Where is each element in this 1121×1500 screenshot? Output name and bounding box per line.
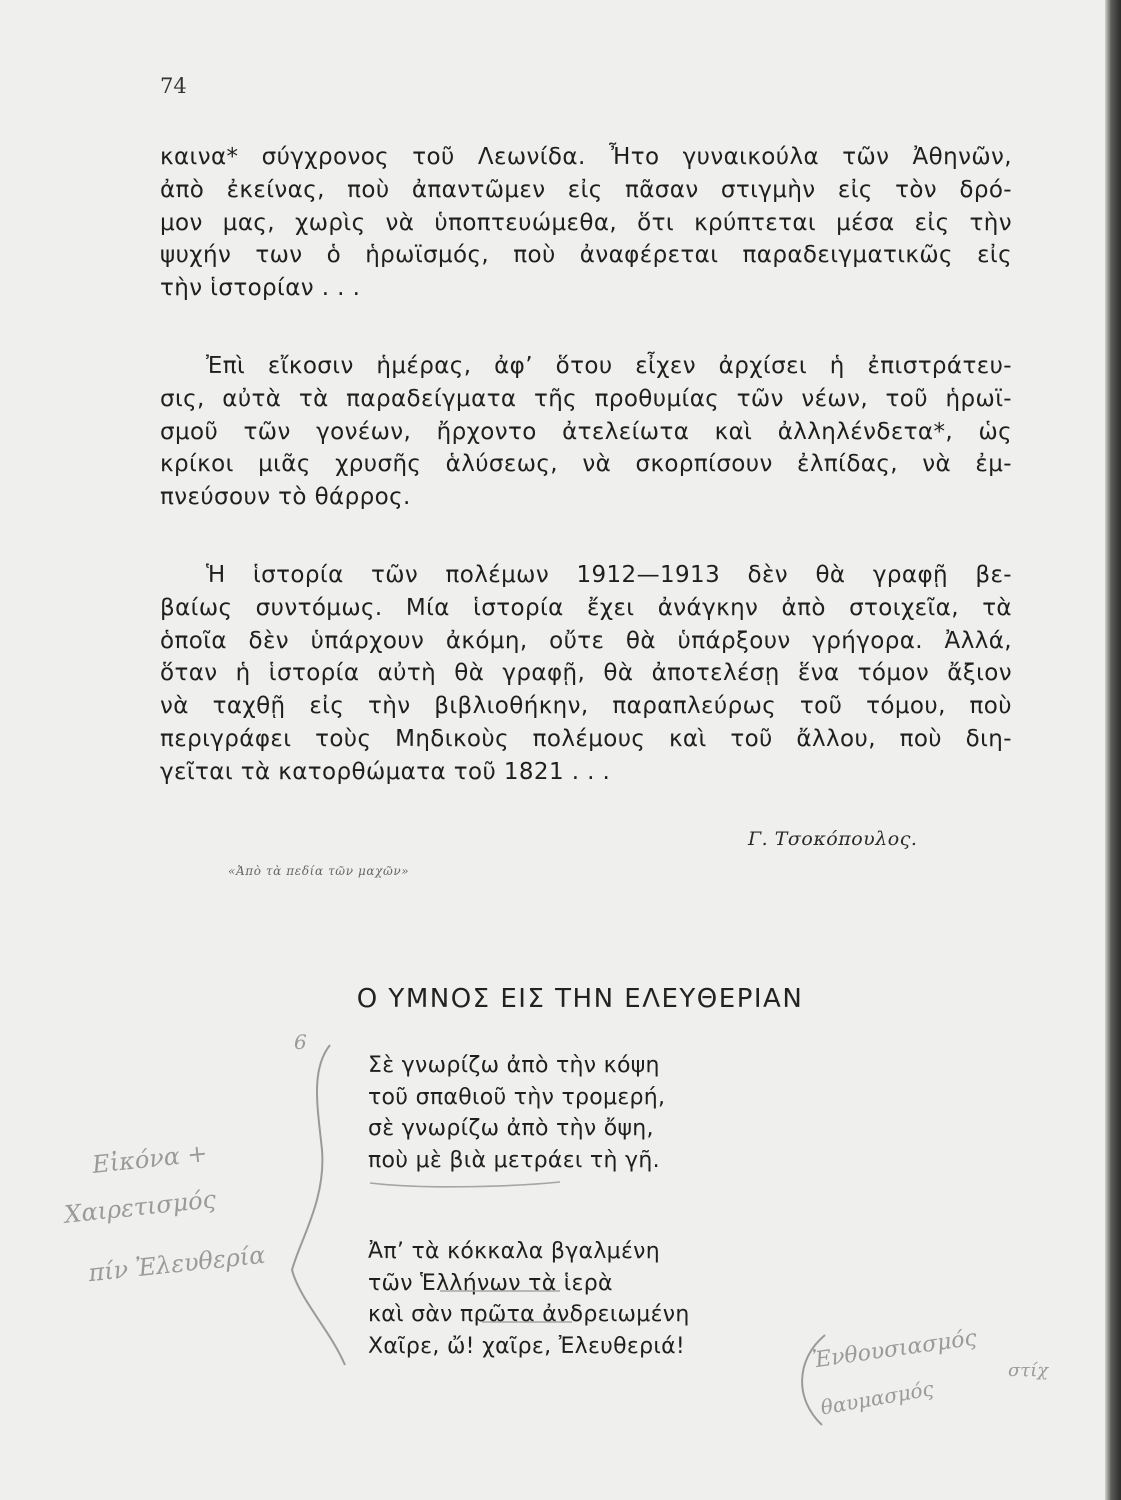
margin-note: στίχ: [1008, 1360, 1049, 1381]
margin-note: Χαιρετισμός: [62, 1185, 218, 1229]
text-line: ἀπὸ ἐκείνας, ποὺ ἀπαντῶμεν εἰς πᾶσαν στιγμὴν εἰς τὸν δρό-: [160, 176, 1012, 203]
author-signature: Γ. Τσοκόπουλος.: [748, 828, 918, 850]
margin-note: πίν Ἐλευθερία: [87, 1240, 267, 1288]
text-line: περιγράφει τοὺς Μηδικοὺς πολέμους καὶ τοῦ ἄλλου, ποὺ διη-: [160, 725, 1012, 752]
text-line: μον μας, χωρὶς νὰ ὑποπτευώμεθα, ὅτι κρύπτεται μέσα εἰς τὴν: [160, 209, 1012, 236]
verse-line: τοῦ σπαθιοῦ τὴν τρομερή,: [368, 1084, 666, 1110]
text-line: καινα* σύγχρονος τοῦ Λεωνίδα. Ἦτο γυναικούλα τῶν Ἀθηνῶν,: [160, 144, 1012, 170]
text-line: ὅταν ἡ ἱστορία αὐτὴ θὰ γραφῇ, θὰ ἀποτελέσῃ ἕνα τόμον ἄξιον: [160, 660, 1012, 687]
source-citation: «Ἀπὸ τὰ πεδία τῶν μαχῶν»: [228, 864, 410, 878]
poem-stanza-2: [368, 1236, 690, 1362]
verse-line: ποὺ μὲ βιὰ μετράει τὴ γῆ.: [368, 1147, 660, 1173]
text-line: Ἡ ἱστορία τῶν πολέμων 1912—1913 δὲν θὰ γραφῇ βε-: [206, 562, 1012, 588]
poem-title: Ο ΥΜΝΟΣ ΕΙΣ ΤΗΝ ΕΛΕΥΘΕΡΙΑΝ: [356, 984, 804, 1014]
paragraph-3: [160, 559, 1012, 789]
margin-note: θαυμασμός: [818, 1376, 936, 1420]
text-line: τὴν ἱστορίαν . . .: [160, 275, 361, 302]
text-line: γεῖται τὰ κατορθώματα τοῦ 1821 . . .: [160, 758, 611, 785]
margin-number-note: 6: [294, 1030, 307, 1054]
verse-line: τῶν Ἑλλήνων τὰ ἱερὰ: [368, 1270, 613, 1296]
margin-note: Ἐνθουσιασμός: [811, 1325, 979, 1374]
verse-line: Ἀπ’ τὰ κόκκαλα βγαλμένη: [368, 1239, 660, 1264]
verse-line: Χαῖρε, ὤ! χαῖρε, Ἐλευθεριά!: [368, 1333, 686, 1359]
text-line: Ἐπὶ εἴκοσιν ἡμέρας, ἀφ’ ὅτου εἶχεν ἀρχίσει ἡ ἐπιστράτευ-: [206, 353, 1012, 379]
verse-line: καὶ σὰν πρῶτα ἀνδρειωμένη: [368, 1302, 690, 1327]
text-line: σις, αὐτὰ τὰ παραδείγματα τῆς προθυμίας τῶν νέων, τοῦ ἡρωϊ-: [160, 385, 1012, 412]
text-line: ὁποῖα δὲν ὑπάρχουν ἀκόμη, οὔτε θὰ ὑπάρξουν γρήγορα. Ἀλλά,: [160, 627, 1012, 654]
page-number: 74: [160, 74, 187, 98]
paragraph-2: [160, 350, 1012, 514]
verse-line: σὲ γνωρίζω ἀπὸ τὴν ὄψη,: [368, 1116, 654, 1141]
text-line: ψυχήν των ὁ ἡρωϊσμός, ποὺ ἀναφέρεται παραδειγματικῶς εἰς: [160, 242, 1012, 269]
paragraph-1: [160, 141, 1012, 305]
text-line: σμοῦ τῶν γονέων, ἤρχοντο ἀτελείωτα καὶ ἀλληλένδετα*, ὡς: [160, 418, 1012, 445]
text-line: πνεύσουν τὸ θάρρος.: [160, 484, 411, 511]
verse-line: Σὲ γνωρίζω ἀπὸ τὴν κόψη: [368, 1053, 660, 1078]
text-line: κρίκοι μιᾶς χρυσῆς ἁλύσεως, νὰ σκορπίσουν ἐλπίδας, νὰ ἐμ-: [160, 451, 1012, 478]
text-line: νὰ ταχθῇ εἰς τὴν βιβλιοθήκην, παραπλεύρως τοῦ τόμου, ποὺ: [160, 693, 1012, 720]
pencil-underline-icon: [370, 1182, 560, 1187]
book-spine-shadow: [1105, 0, 1121, 1500]
pencil-brace-icon: [292, 1045, 345, 1365]
margin-note: Εἰκόνα +: [90, 1139, 209, 1179]
text-line: βαίως συντόμως. Μία ἱστορία ἔχει ἀνάγκην ἀπὸ στοιχεῖα, τὰ: [160, 594, 1012, 621]
poem-stanza-1: [368, 1050, 665, 1176]
